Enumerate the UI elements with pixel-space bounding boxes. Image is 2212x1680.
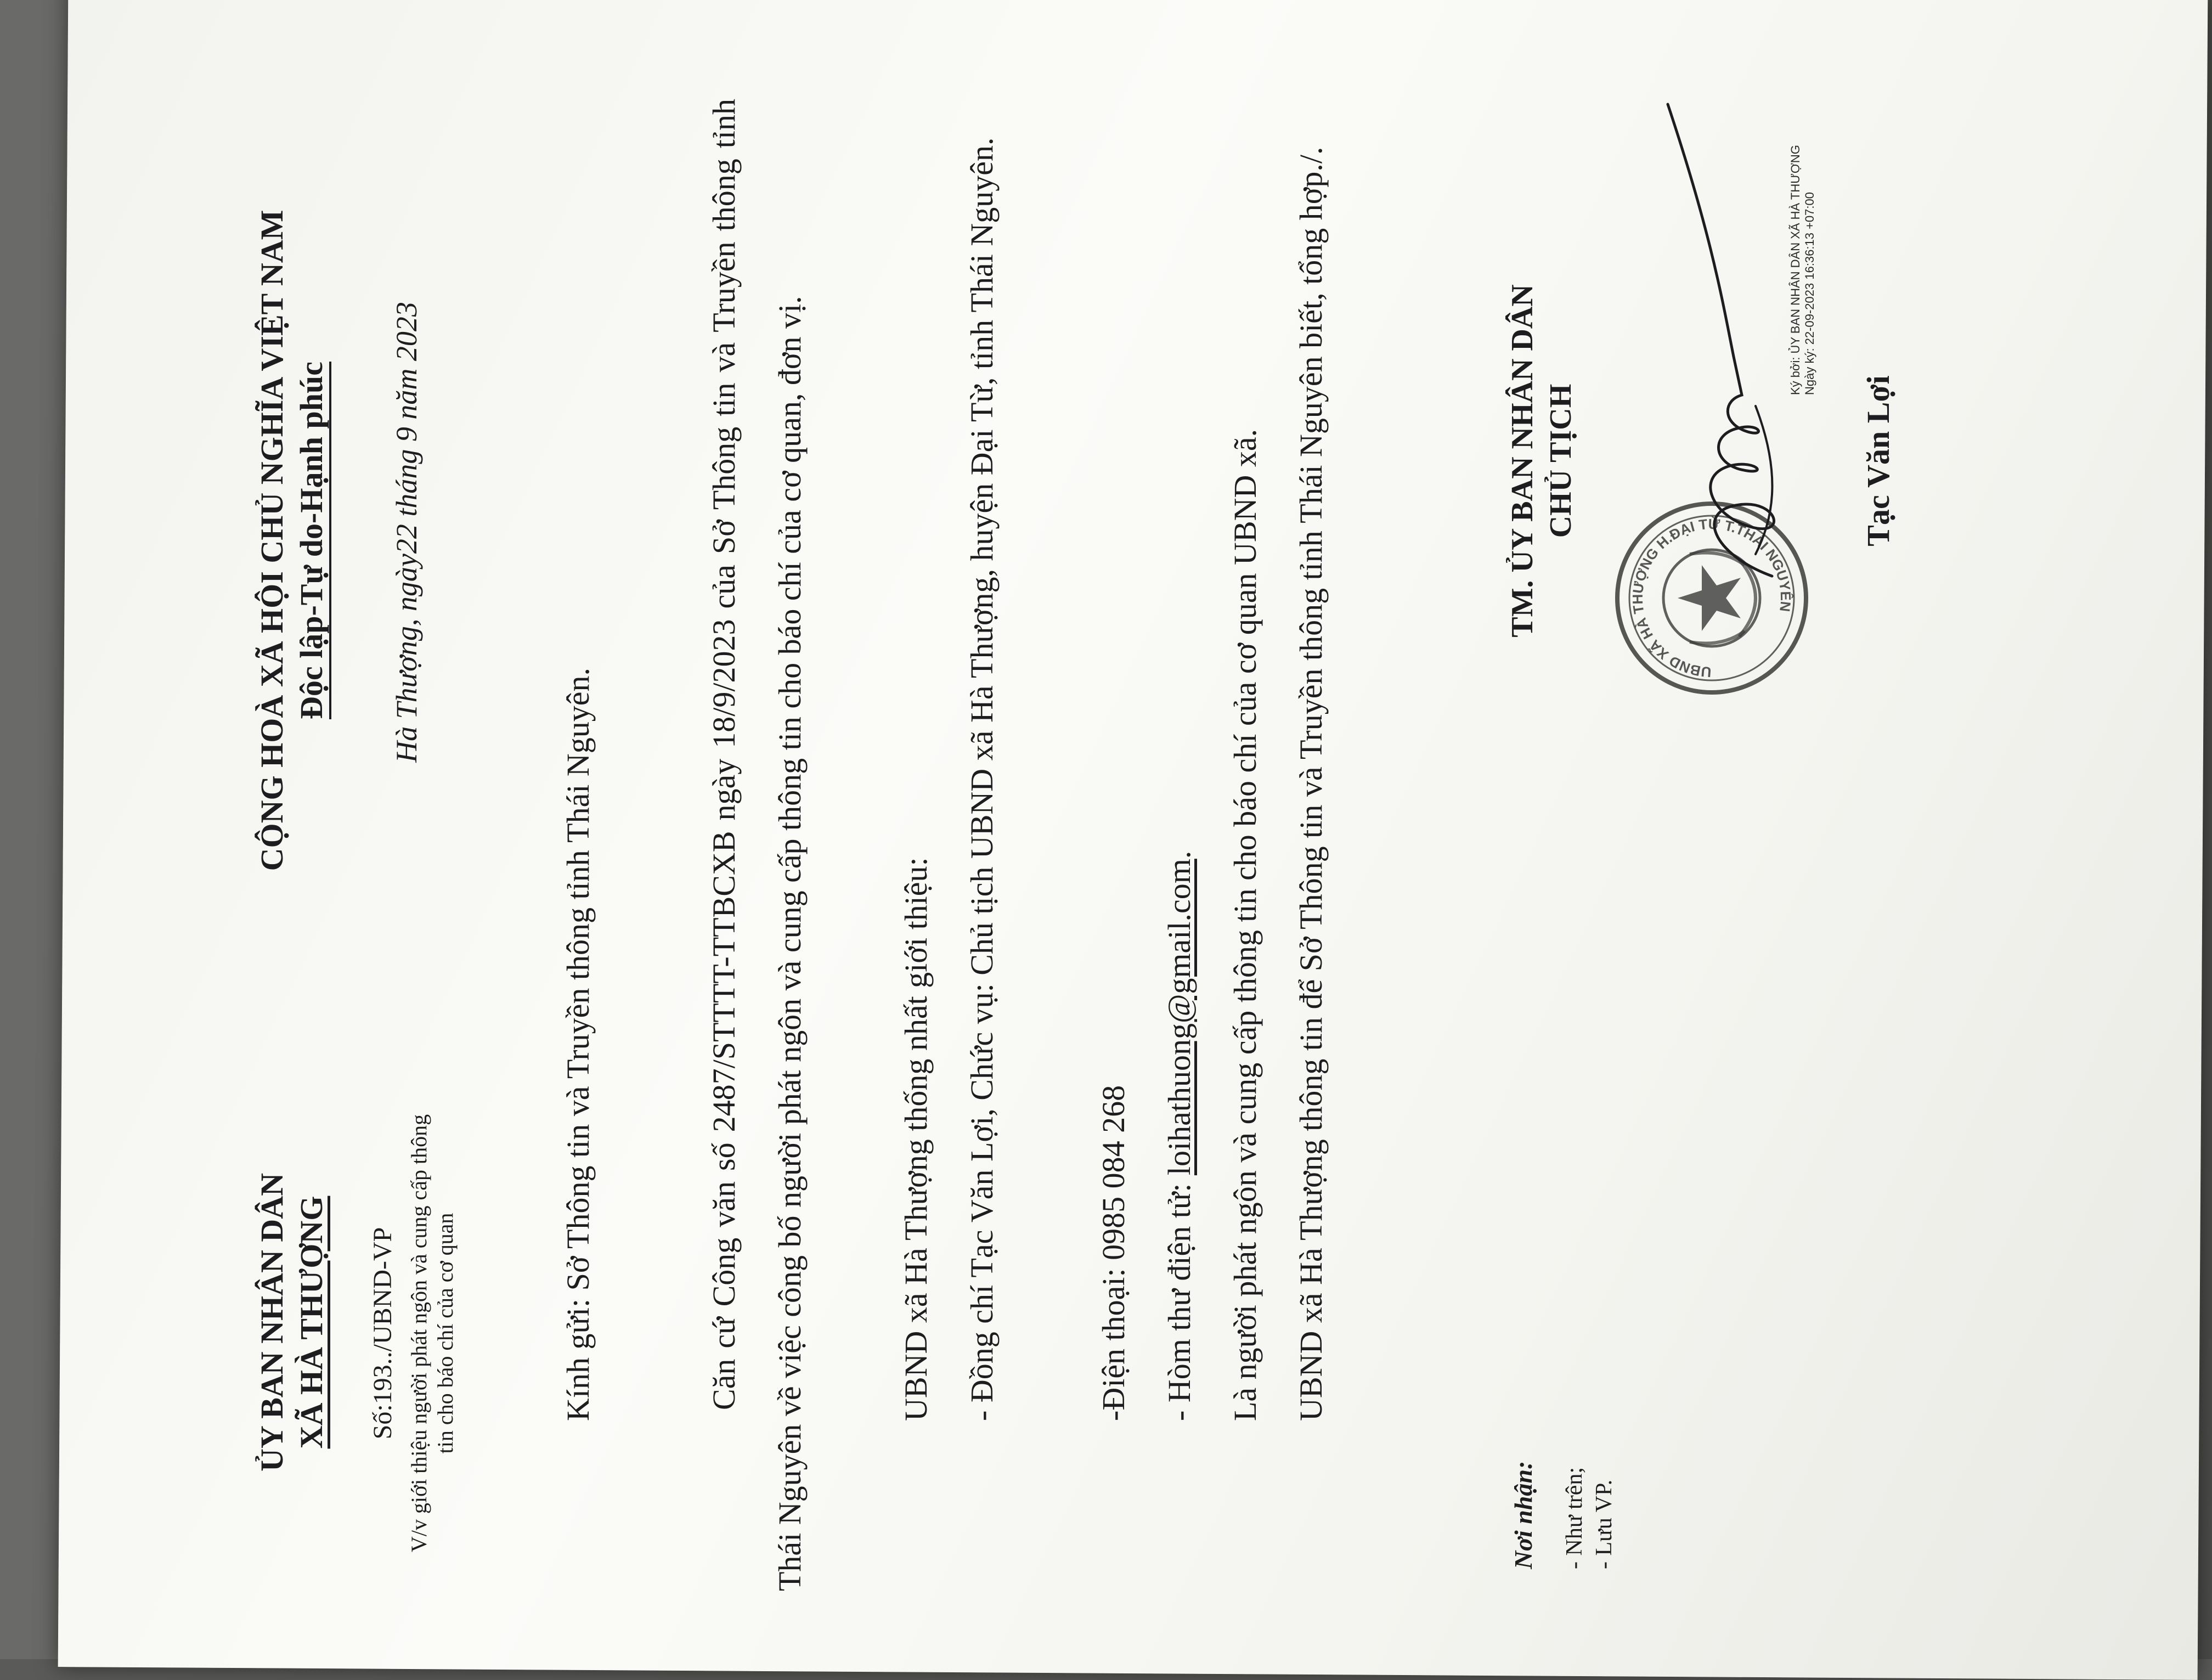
digital-sign-date: Ngày ký: 22-09-2023 16:36:13 +07:00 bbox=[1803, 192, 1816, 395]
recipients-title: Nơi nhận: bbox=[1509, 1461, 1537, 1569]
nation-title: CỘNG HOÀ XÃ HỘI CHỦ NGHĨA VIỆT NAM bbox=[254, 210, 290, 871]
signature-title-line-2: CHỦ TỊCH bbox=[1544, 384, 1578, 538]
signature-title bbox=[1503, 104, 1580, 818]
recipients-block bbox=[1509, 1185, 1619, 1569]
document-number: Số:193../UBND-VP bbox=[368, 1227, 397, 1440]
digital-signature-info bbox=[1788, 110, 1817, 395]
agency-line-2: XÃ HÀ THƯỢNG bbox=[294, 1196, 329, 1449]
official-letter bbox=[252, 49, 2212, 1630]
motto bbox=[292, 88, 331, 993]
issuing-agency bbox=[252, 1021, 331, 1624]
place-and-date: Hà Thượng, ngày22 tháng 9 năm 2023 bbox=[390, 302, 423, 763]
recipient-item: - Lưu VP. bbox=[1592, 1479, 1617, 1569]
email-line bbox=[1147, 104, 1212, 1421]
national-header bbox=[252, 88, 331, 993]
basis-paragraph: Căn cứ Công văn số 2487/STTTT-TTBCXB ngày 18/9/2023 của Sở Thông tin và Truyền thông tỉnh Thái Nguyên về việc công bố người phát ngôn và cung cấp thông tin cho báo chí của cơ quan, đơn vị. bbox=[706, 99, 808, 1591]
digital-signed-by: Ký bởi: ỦY BAN NHÂN DÂN XÃ HÀ THƯỢNG bbox=[1788, 145, 1802, 395]
document-subject: V/v giới thiệu người phát ngôn và cung cấp thông tin cho báo chí của cơ quan bbox=[407, 1114, 458, 1553]
email-link[interactable]: loihathuong@gmail.com bbox=[1161, 859, 1197, 1176]
signature-title-line-1: TM. ỦY BAN NHÂN DÂN bbox=[1505, 284, 1539, 638]
spokesperson-line: - Đồng chí Tạc Văn Lợi, Chức vụ: Chủ tịch UBND xã Hà Thượng, huyện Đại Từ, tỉnh Thái Nguyên. bbox=[964, 137, 1000, 1421]
email-suffix: . bbox=[1161, 850, 1197, 859]
closing-paragraph: UBND xã Hà Thượng thông tin để Sở Thông tin và Truyền thông tỉnh Thái Nguyên biết, tổng hợp./. bbox=[1293, 146, 1329, 1421]
phone-line: -Điện thoại: 0985 084 268 bbox=[1096, 1085, 1131, 1421]
recipient-item: - Như trên; bbox=[1562, 1467, 1587, 1569]
seal-text: UBND XÃ HÀ THƯỢNG H.ĐẠI TỪ T.THÁI NGUYÊN bbox=[1629, 515, 1795, 681]
intro-line: UBND xã Hà Thượng thống nhất giới thiệu: bbox=[898, 857, 934, 1421]
addressee: Kính gửi: Sở Thông tin và Truyền thông tỉnh Thái Nguyên. bbox=[560, 667, 596, 1421]
role-line: Là người phát ngôn và cung cấp thông tin cho báo chí của cơ quan UBND xã. bbox=[1227, 429, 1263, 1421]
agency-line-1: ỦY BAN NHÂN DÂN bbox=[254, 1173, 290, 1472]
signer-name: Tạc Văn Lợi bbox=[1860, 375, 1896, 546]
email-label: - Hòm thư điện tử: bbox=[1161, 1175, 1197, 1421]
motto-text: Độc lập-Tự do-Hạnh phúc bbox=[294, 362, 331, 719]
